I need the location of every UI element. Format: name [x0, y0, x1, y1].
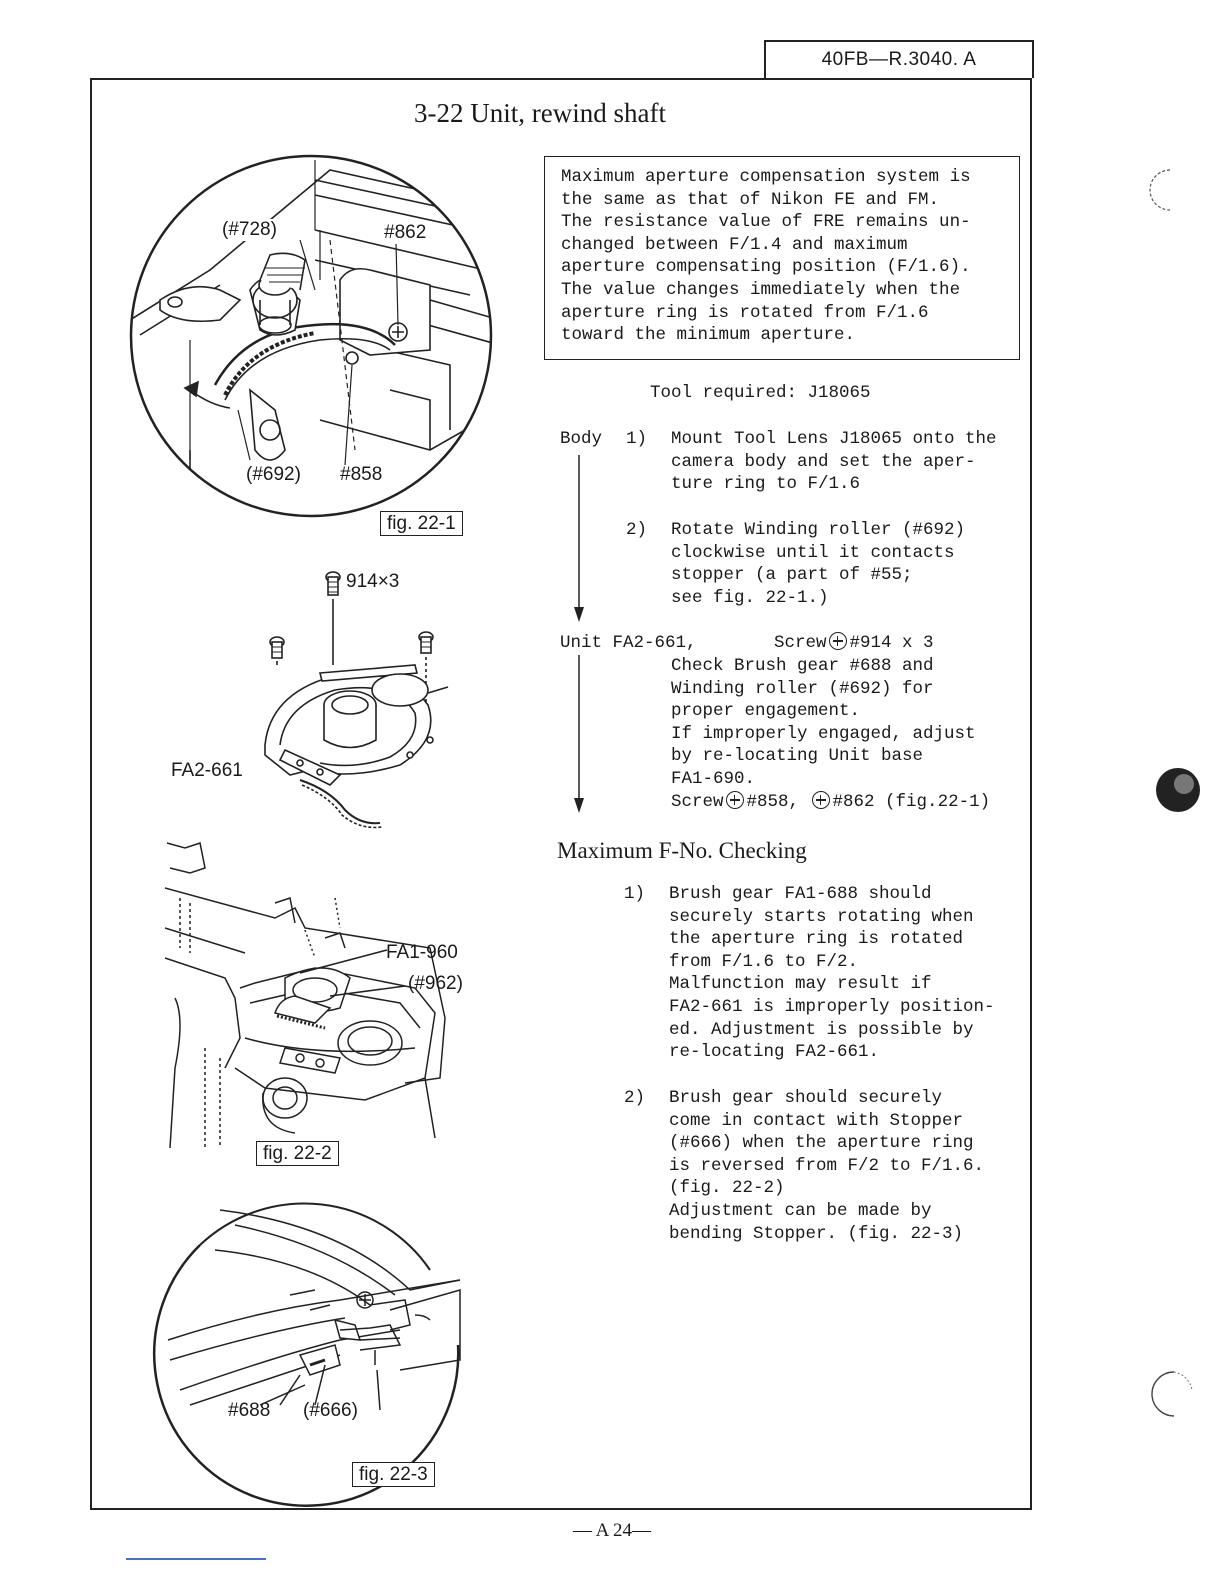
tool-required: Tool required: J18065 — [650, 383, 871, 403]
screw-label: Screw — [671, 792, 724, 812]
text-line: re-locating FA2-661. — [669, 1042, 880, 1063]
note-line: changed between F/1.4 and maximum — [561, 234, 908, 255]
binder-holes-decoration — [1140, 160, 1210, 1420]
text-line: Check Brush gear #688 and — [671, 656, 934, 676]
screw-number: #862 (fig.22-1) — [832, 792, 991, 812]
text-line: Malfunction may result if — [669, 974, 932, 995]
page-number: — A 24— — [572, 1520, 652, 1541]
screw-number: #858, — [746, 792, 800, 812]
body-step-number: 1) — [626, 429, 648, 449]
text-line: (fig. 22-2) — [669, 1178, 785, 1199]
step-number: 2) — [624, 1088, 646, 1108]
callout-fa2-661: FA2-661 — [171, 760, 243, 781]
document-id-box — [764, 40, 1034, 78]
text-line: Brush gear FA1-688 should — [669, 884, 932, 904]
note-box — [544, 156, 1020, 360]
phillips-screw-icon — [726, 791, 744, 809]
screw-spec: #914 x 3 — [849, 633, 934, 653]
screw-label: Screw — [774, 633, 827, 653]
callout-688: #688 — [228, 1400, 271, 1421]
text-line: FA1-690. — [671, 768, 756, 789]
phillips-screw-icon — [829, 632, 847, 650]
text-line: is reversed from F/2 to F/1.6. — [669, 1155, 985, 1176]
unit-screw-line — [671, 791, 990, 814]
text-line: securely starts rotating when — [669, 906, 974, 927]
text-line: by re-locating Unit base — [671, 746, 924, 767]
text-line: ture ring to F/1.6 — [671, 474, 861, 495]
text-line: Mount Tool Lens J18065 onto the — [671, 429, 997, 449]
figure-22-1-illustration — [130, 150, 500, 520]
fa2-661-unit-illustration — [170, 565, 460, 830]
document-id: 40FB—R.3040. A — [821, 49, 977, 70]
unit-label: Unit FA2-661, — [560, 633, 697, 653]
note-line: The resistance value of FRE remains un- — [561, 212, 971, 233]
note-line: Maximum aperture compensation system is — [561, 167, 971, 187]
text-line: (#666) when the aperture ring — [669, 1133, 974, 1154]
body-label: Body — [560, 429, 603, 449]
text-line: clockwise until it contacts — [671, 542, 955, 563]
callout-fa1-960: FA1-960 — [386, 942, 458, 963]
text-line: ed. Adjustment is possible by — [669, 1019, 974, 1040]
callout-666: (#666) — [303, 1400, 358, 1421]
callout-862: #862 — [384, 222, 427, 243]
max-fno-heading: Maximum F-No. Checking — [557, 838, 807, 863]
text-line: proper engagement. — [671, 701, 861, 722]
section-title: 3-22 Unit, rewind shaft — [414, 98, 666, 128]
step-number: 1) — [624, 884, 646, 904]
unit-text — [671, 655, 976, 791]
body-step-text — [671, 519, 965, 609]
fig-label-22-2: fig. 22-2 — [256, 1141, 339, 1166]
text-line: Rotate Winding roller (#692) — [671, 520, 966, 540]
note-line: aperture compensating position (F/1.6). — [561, 257, 971, 278]
text-line: bending Stopper. (fig. 22-3) — [669, 1223, 964, 1244]
unit-screw-spec — [774, 632, 934, 655]
callout-728: (#728) — [222, 219, 277, 240]
fig-label-22-1: fig. 22-1 — [380, 511, 463, 536]
note-line: toward the minimum aperture. — [561, 325, 856, 346]
text-line: camera body and set the aper- — [671, 451, 976, 472]
max-fno-step-text — [669, 1087, 984, 1245]
callout-962: (#962) — [408, 973, 463, 994]
max-fno-step-text — [669, 883, 995, 1064]
text-line: Adjustment can be made by — [669, 1200, 932, 1221]
callout-858: #858 — [340, 464, 383, 485]
phillips-screw-icon — [812, 791, 830, 809]
screw-callout-914: 914×3 — [346, 571, 400, 592]
text-line: FA2-661 is improperly position- — [669, 996, 995, 1017]
body-step-number: 2) — [626, 520, 648, 540]
note-line: aperture ring is rotated from F/1.6 — [561, 302, 929, 323]
callout-692: (#692) — [246, 464, 301, 485]
body-step-text — [671, 428, 997, 496]
note-line: the same as that of Nikon FE and FM. — [561, 189, 940, 210]
text-line: Winding roller (#692) for — [671, 678, 934, 699]
text-line: the aperture ring is rotated — [669, 929, 964, 950]
note-text — [561, 166, 971, 347]
note-line: The value changes immediately when the — [561, 279, 961, 300]
text-line: from F/1.6 to F/2. — [669, 951, 859, 972]
blue-margin-line — [126, 1558, 266, 1560]
text-line: If improperly engaged, adjust — [671, 723, 976, 744]
text-line: see fig. 22-1.) — [671, 587, 829, 608]
fig-label-22-3: fig. 22-3 — [352, 1462, 435, 1487]
text-line: Brush gear should securely — [669, 1088, 943, 1108]
text-line: stopper (a part of #55; — [671, 565, 913, 586]
text-line: come in contact with Stopper — [669, 1110, 964, 1131]
